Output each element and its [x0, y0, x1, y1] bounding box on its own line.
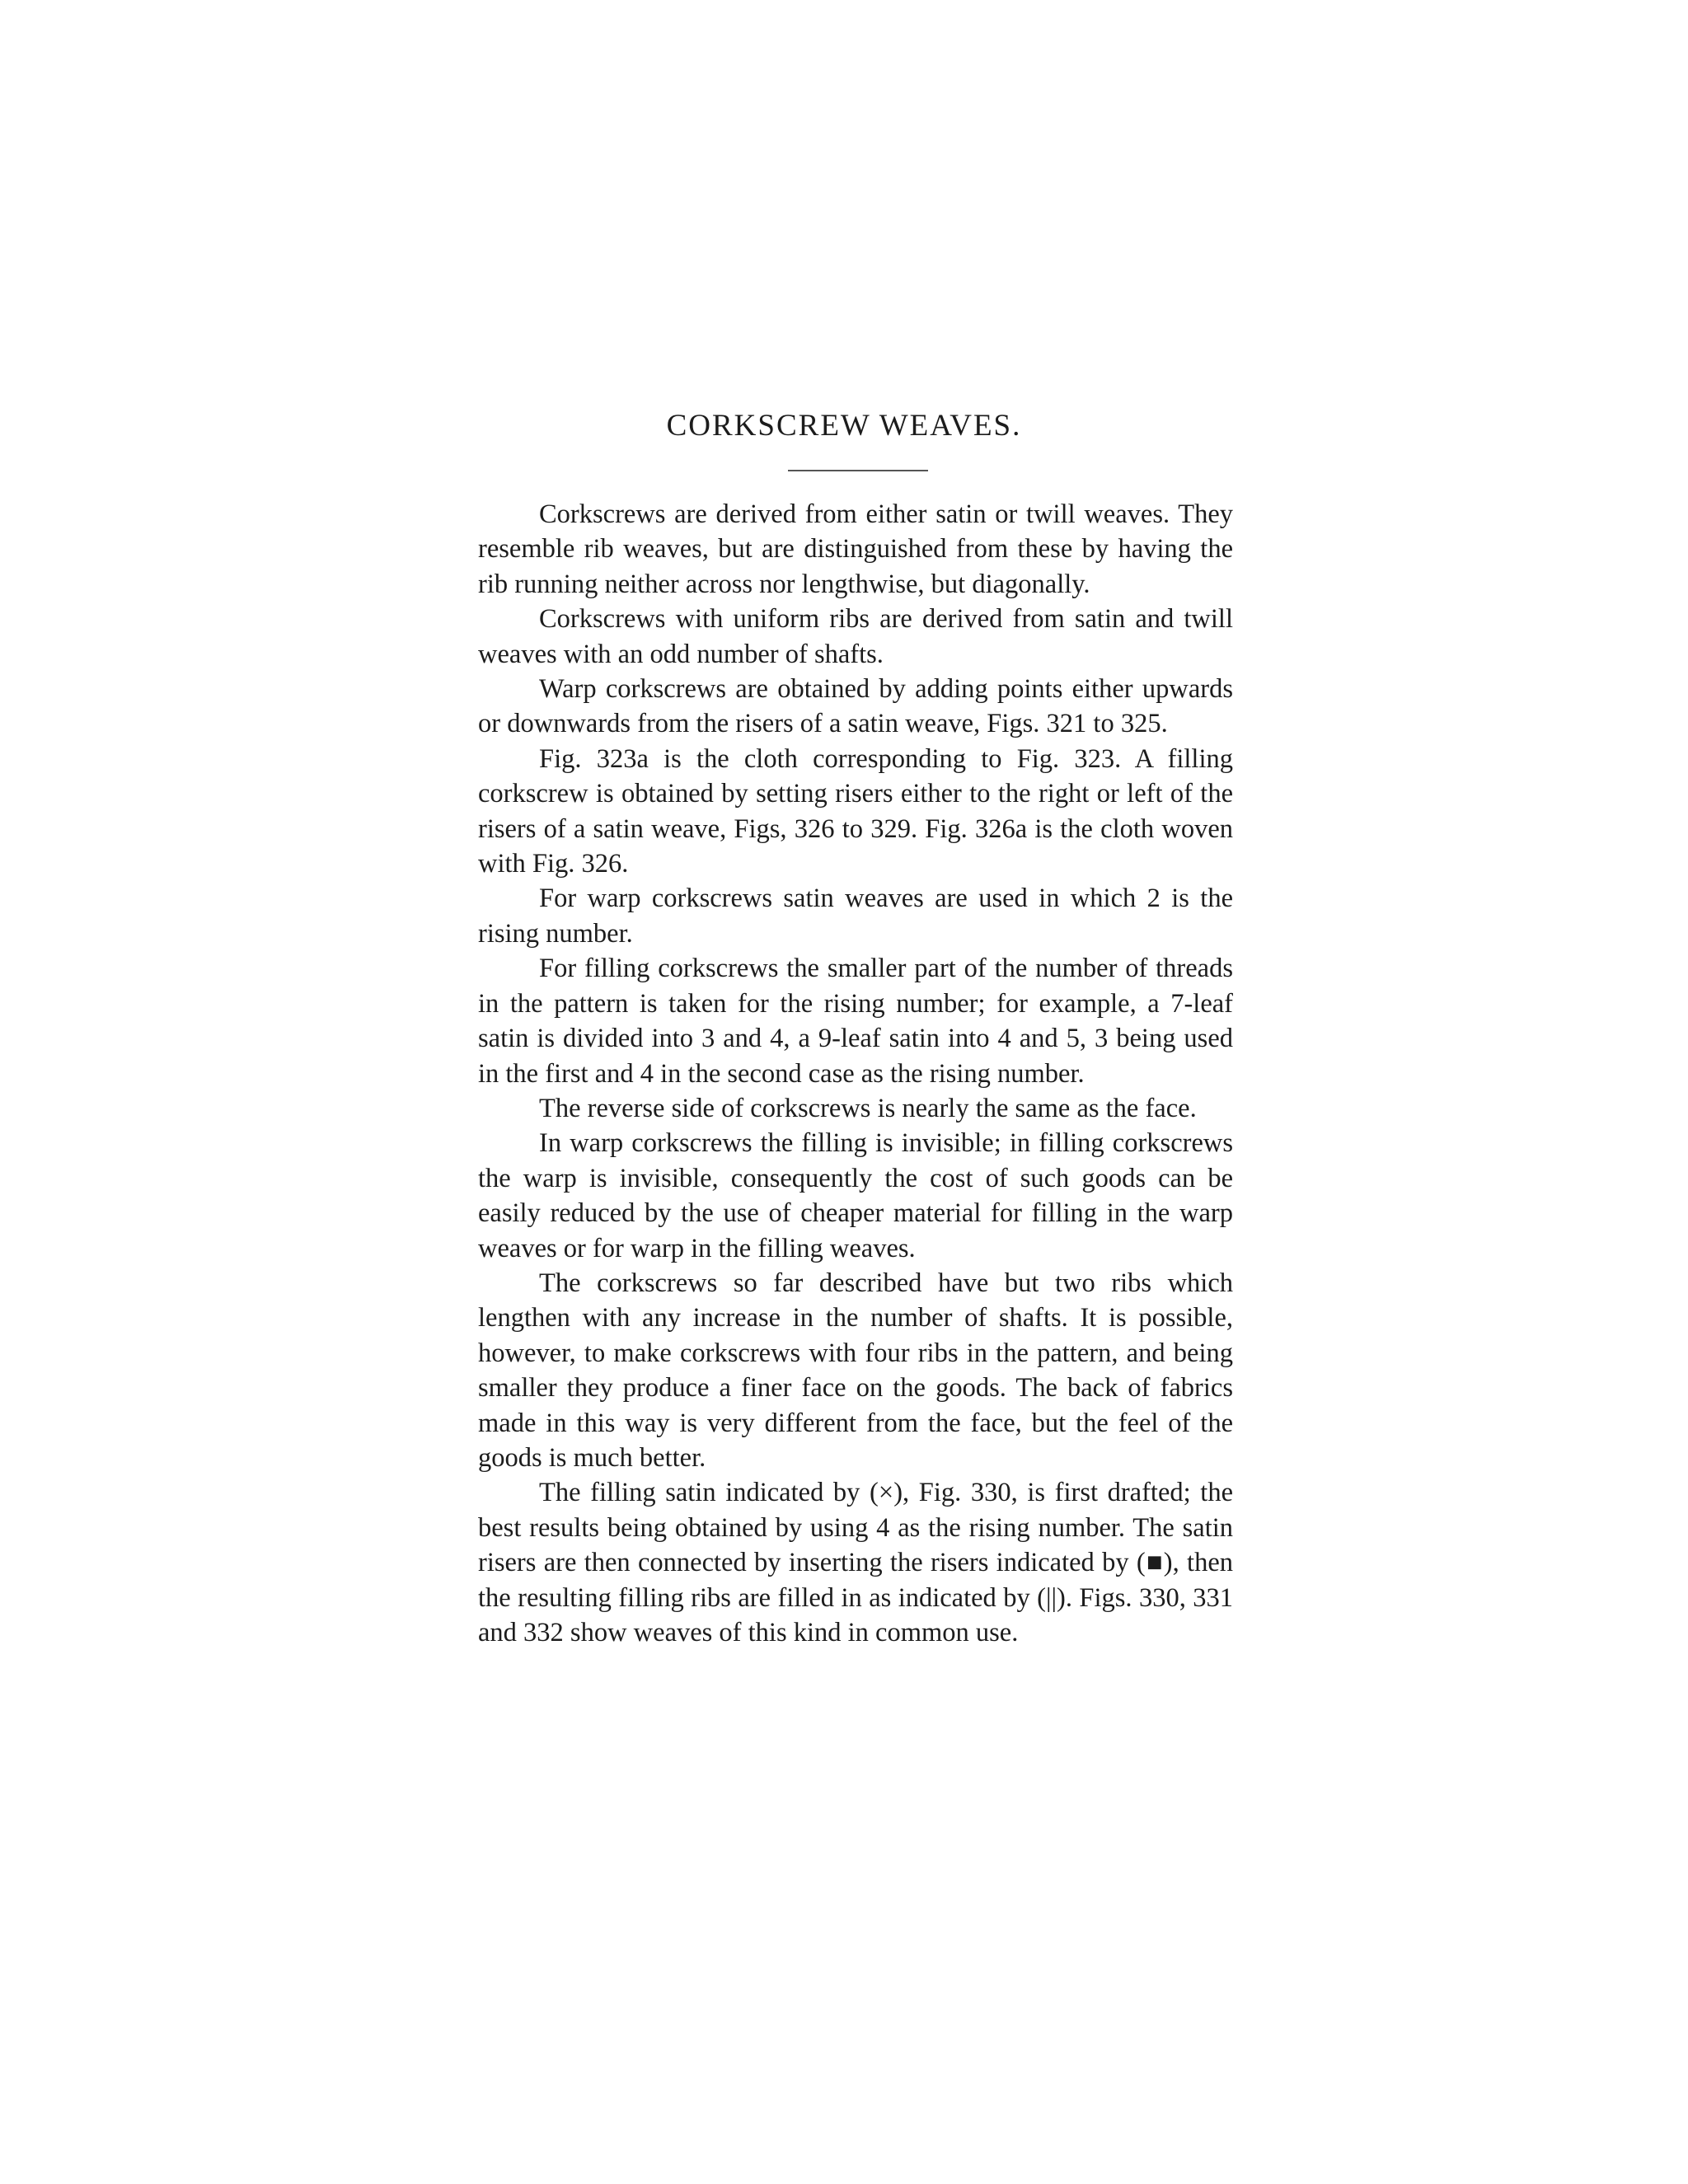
paragraph: The corkscrews so far described have but two ribs which lengthen with any increase in the number of shafts. It is possible, however, to make corkscrews with four ribs in the pattern, and being smaller they produce a finer face on the goods. The back of fabrics made in this way is very different from the face, but the feel of the goods is much better. — [478, 1268, 1233, 1473]
paragraph: Warp corkscrews are obtained by adding points either upwards or downwards from the risers of a satin weave, Figs. 321 to 325. — [478, 674, 1233, 739]
paragraph: Corkscrews are derived from either satin or twill weaves. They resemble rib weaves, but are distinguished from these by having the rib running neither across nor lengthwise, but diagonally. — [478, 499, 1233, 599]
title-divider — [788, 470, 928, 471]
paragraph: For warp corkscrews satin weaves are used in which 2 is the rising number. — [478, 883, 1233, 949]
paragraph: In warp corkscrews the filling is invisible; in filling corkscrews the warp is invisible, consequently the cost of such goods can be easily reduced by the use of cheaper material for filling in the warp weaves or for warp in the filling weaves. — [478, 1128, 1233, 1263]
paragraph: Fig. 323a is the cloth corresponding to Fig. 323. A filling corkscrew is obtained by setting risers either to the right or left of the risers of a satin weave, Figs, 326 to 329. Fig. 326a is the cloth woven with Fig. 326. — [478, 743, 1233, 879]
body-text — [478, 497, 1233, 1650]
paragraph: The filling satin indicated by (×), Fig. 330, is first drafted; the best results being obtained by using 4 as the rising number. The satin risers are then connected by inserting the risers indicated by (■), then the resulting filling ribs are filled in as indicated by (||). Figs. 330, 331 and 332 show weaves of this kind in common use. — [478, 1478, 1233, 1647]
paragraph: For filling corkscrews the smaller part of the number of threads in the pattern is taken for the rising number; for example, a 7-leaf satin is divided into 3 and 4, a 9-leaf satin into 4 and 5, 3 being used in the first and 4 in the second case as the rising number. — [478, 954, 1233, 1089]
page-title: CORKSCREW WEAVES. — [666, 409, 1022, 443]
paragraph: The reverse side of corkscrews is nearly the same as the face. — [539, 1093, 1197, 1123]
paragraph: Corkscrews with uniform ribs are derived from satin and twill weaves with an odd number of shafts. — [478, 604, 1233, 669]
